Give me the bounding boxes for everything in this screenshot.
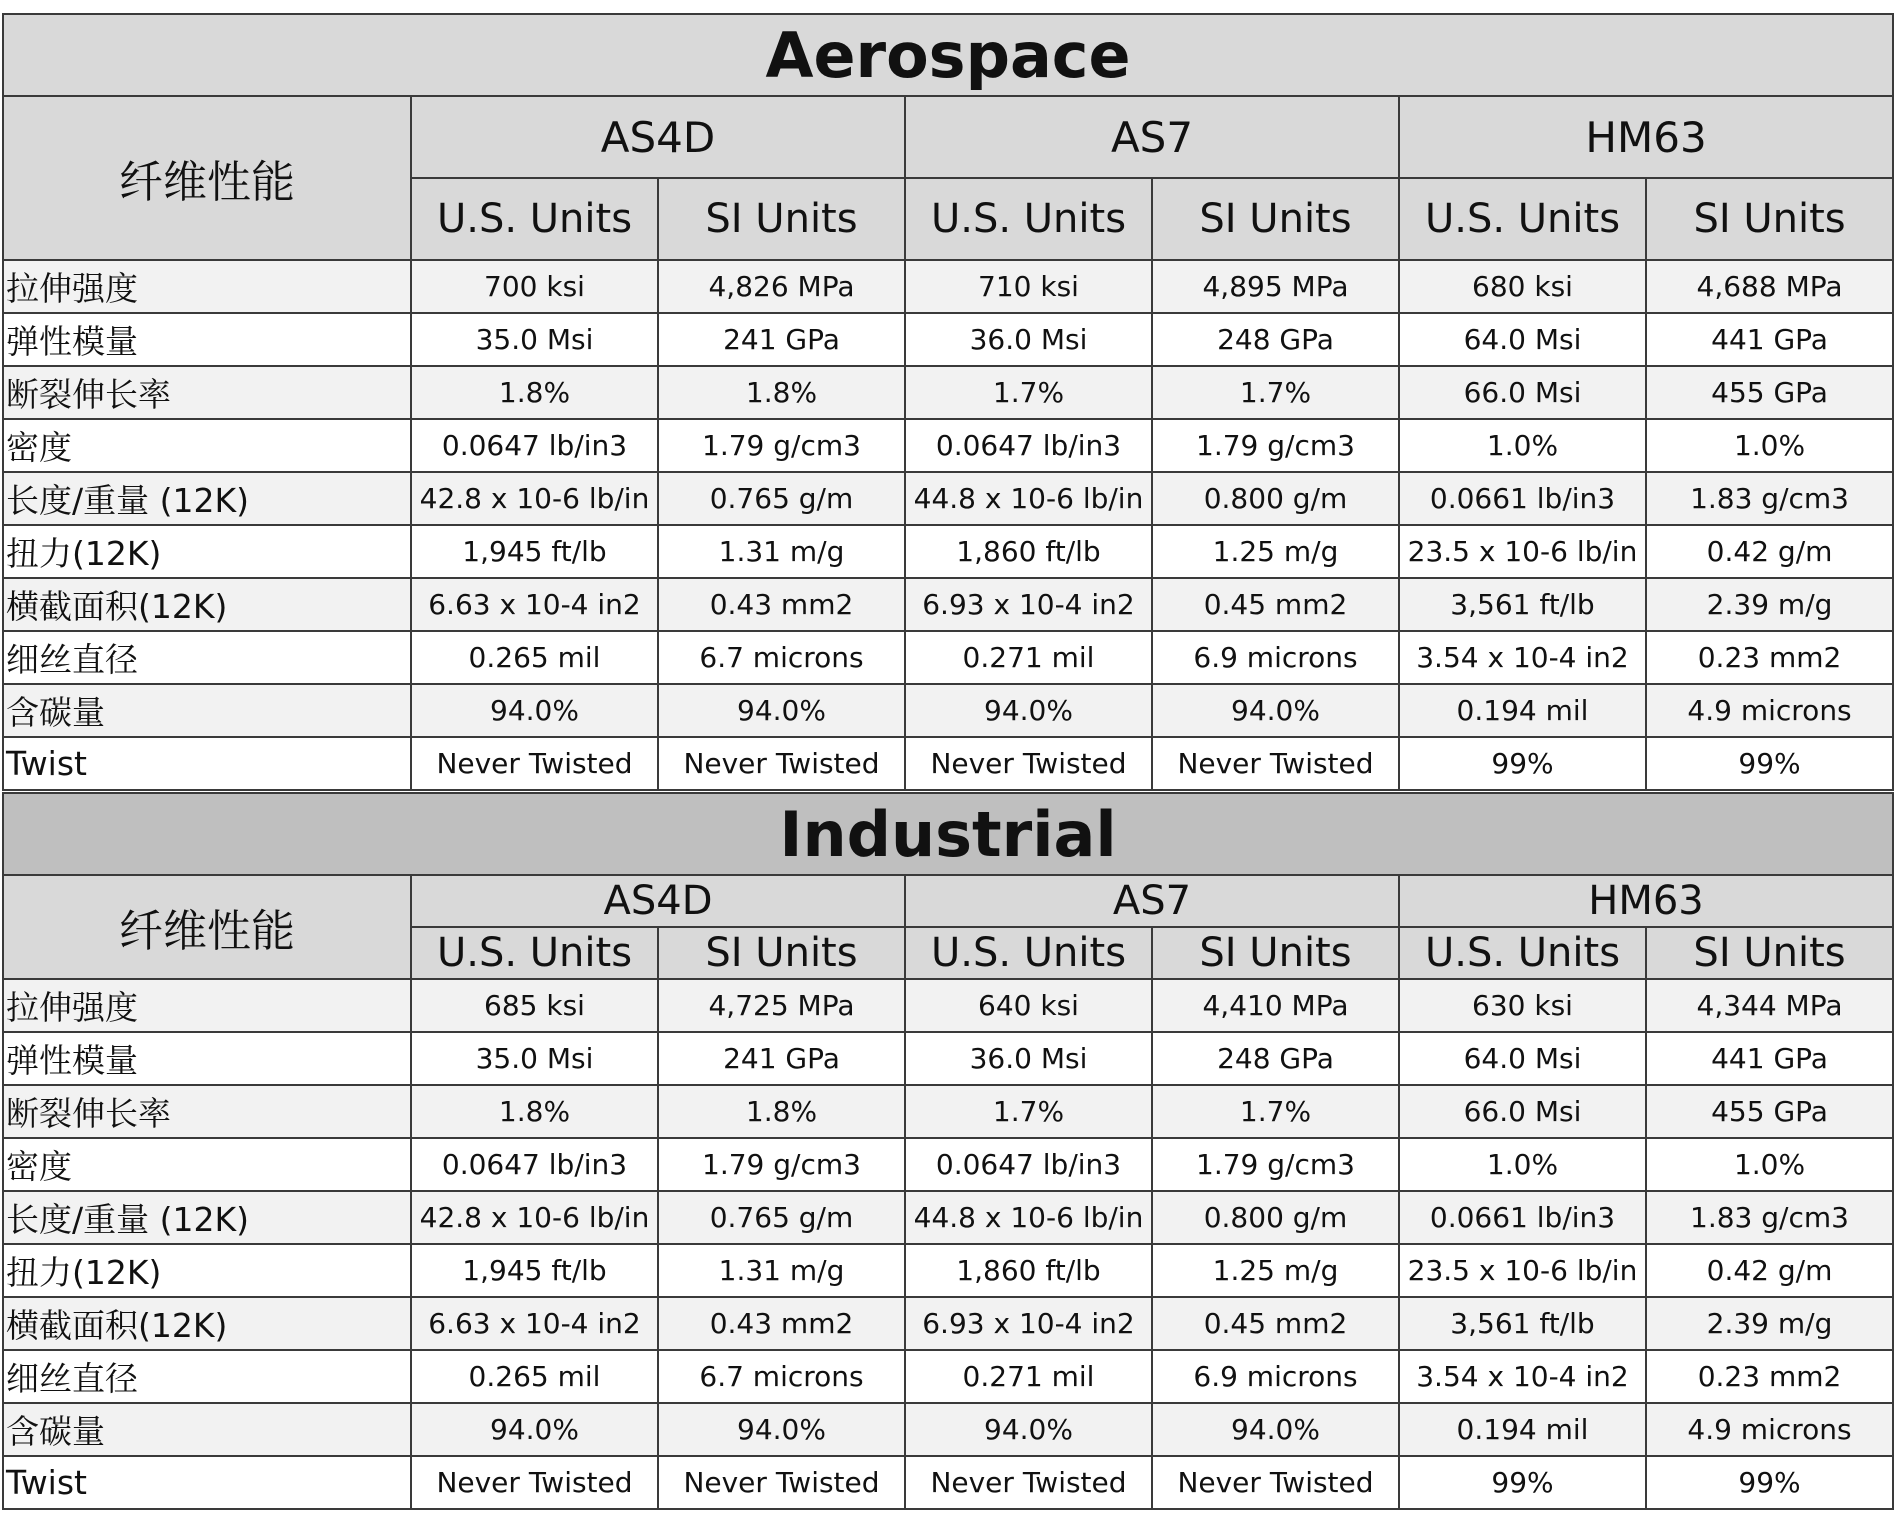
table-cell: 4,410 MPa bbox=[1152, 979, 1399, 1032]
table-cell: 1.25 m/g bbox=[1152, 1244, 1399, 1297]
table-cell: 44.8 x 10-6 lb/in bbox=[905, 472, 1152, 525]
table-cell: 94.0% bbox=[1152, 1403, 1399, 1456]
table-cell: 241 GPa bbox=[658, 313, 905, 366]
table-cell: 4,688 MPa bbox=[1646, 260, 1893, 313]
industrial-table bbox=[2, 792, 1892, 1510]
table-row bbox=[3, 1032, 1893, 1085]
fiber-header: AS7 bbox=[905, 96, 1399, 178]
table-cell: 0.265 mil bbox=[411, 1350, 658, 1403]
table-cell: 4.9 microns bbox=[1646, 684, 1893, 737]
table-cell: 35.0 Msi bbox=[411, 313, 658, 366]
table-cell: 441 GPa bbox=[1646, 313, 1893, 366]
table-cell: 1.8% bbox=[658, 1085, 905, 1138]
table-cell: 66.0 Msi bbox=[1399, 366, 1646, 419]
table-row bbox=[3, 260, 1893, 313]
table-cell: 685 ksi bbox=[411, 979, 658, 1032]
row-label: Twist bbox=[3, 737, 411, 790]
table-cell: 0.800 g/m bbox=[1152, 1191, 1399, 1244]
table-cell: 0.265 mil bbox=[411, 631, 658, 684]
unit-header: U.S. Units bbox=[1399, 178, 1646, 260]
table-cell: 1.8% bbox=[411, 1085, 658, 1138]
table-cell: Never Twisted bbox=[658, 737, 905, 790]
table-cell: Never Twisted bbox=[1152, 1456, 1399, 1509]
table-cell: 0.271 mil bbox=[905, 1350, 1152, 1403]
row-label: 横截面积(12K) bbox=[3, 578, 411, 631]
table-cell: 1.0% bbox=[1399, 1138, 1646, 1191]
row-label: 密度 bbox=[3, 1138, 411, 1191]
table-cell: 4,895 MPa bbox=[1152, 260, 1399, 313]
table-cell: 1.7% bbox=[1152, 1085, 1399, 1138]
table-cell: 1.79 g/cm3 bbox=[1152, 419, 1399, 472]
table-cell: 700 ksi bbox=[411, 260, 658, 313]
fiber-header: AS4D bbox=[411, 875, 905, 927]
table-row bbox=[3, 979, 1893, 1032]
table-cell: 1.79 g/cm3 bbox=[658, 419, 905, 472]
table-cell: 1.8% bbox=[658, 366, 905, 419]
table-cell: Never Twisted bbox=[658, 1456, 905, 1509]
table-cell: 64.0 Msi bbox=[1399, 1032, 1646, 1085]
table-cell: 99% bbox=[1646, 737, 1893, 790]
table-cell: 0.765 g/m bbox=[658, 1191, 905, 1244]
table-cell: 1.25 m/g bbox=[1152, 525, 1399, 578]
table-cell: 241 GPa bbox=[658, 1032, 905, 1085]
table-cell: 680 ksi bbox=[1399, 260, 1646, 313]
table-cell: 4,725 MPa bbox=[658, 979, 905, 1032]
table-cell: 710 ksi bbox=[905, 260, 1152, 313]
table-row bbox=[3, 1138, 1893, 1191]
fiber-header: AS4D bbox=[411, 96, 905, 178]
unit-header: U.S. Units bbox=[411, 178, 658, 260]
property-header: 纤维性能 bbox=[3, 96, 411, 260]
row-label: 含碳量 bbox=[3, 1403, 411, 1456]
fiber-header: HM63 bbox=[1399, 875, 1893, 927]
table-cell: 0.45 mm2 bbox=[1152, 578, 1399, 631]
table-cell: 1.83 g/cm3 bbox=[1646, 1191, 1893, 1244]
table-cell: 455 GPa bbox=[1646, 366, 1893, 419]
table-cell: 99% bbox=[1399, 737, 1646, 790]
table-cell: 0.45 mm2 bbox=[1152, 1297, 1399, 1350]
table-cell: 0.194 mil bbox=[1399, 1403, 1646, 1456]
table-cell: 0.43 mm2 bbox=[658, 1297, 905, 1350]
unit-header: U.S. Units bbox=[411, 927, 658, 979]
table-cell: 0.0647 lb/in3 bbox=[905, 419, 1152, 472]
table-cell: 42.8 x 10-6 lb/in bbox=[411, 1191, 658, 1244]
table-cell: 6.63 x 10-4 in2 bbox=[411, 578, 658, 631]
table-row bbox=[3, 737, 1893, 790]
table-cell: 94.0% bbox=[905, 1403, 1152, 1456]
table-cell: 0.0661 lb/in3 bbox=[1399, 1191, 1646, 1244]
table-cell: Never Twisted bbox=[1152, 737, 1399, 790]
table-cell: 35.0 Msi bbox=[411, 1032, 658, 1085]
table-cell: 1.0% bbox=[1399, 419, 1646, 472]
table-row bbox=[3, 1350, 1893, 1403]
table-cell: 1,860 ft/lb bbox=[905, 525, 1152, 578]
table-cell: 6.93 x 10-4 in2 bbox=[905, 578, 1152, 631]
table-cell: 4,344 MPa bbox=[1646, 979, 1893, 1032]
table-cell: 94.0% bbox=[905, 684, 1152, 737]
table-title: Aerospace bbox=[3, 14, 1893, 96]
row-label: 长度/重量 (12K) bbox=[3, 472, 411, 525]
table-cell: Never Twisted bbox=[411, 1456, 658, 1509]
row-label: 弹性模量 bbox=[3, 313, 411, 366]
table-cell: 64.0 Msi bbox=[1399, 313, 1646, 366]
table-cell: 0.800 g/m bbox=[1152, 472, 1399, 525]
table-cell: 66.0 Msi bbox=[1399, 1085, 1646, 1138]
table-cell: 6.9 microns bbox=[1152, 631, 1399, 684]
table-cell: 4,826 MPa bbox=[658, 260, 905, 313]
table-cell: 23.5 x 10-6 lb/in bbox=[1399, 525, 1646, 578]
table-cell: 1.79 g/cm3 bbox=[658, 1138, 905, 1191]
row-label: Twist bbox=[3, 1456, 411, 1509]
unit-header: SI Units bbox=[1152, 927, 1399, 979]
table-cell: 1,945 ft/lb bbox=[411, 1244, 658, 1297]
table-cell: 23.5 x 10-6 lb/in bbox=[1399, 1244, 1646, 1297]
fiber-header: HM63 bbox=[1399, 96, 1893, 178]
table-cell: Never Twisted bbox=[905, 737, 1152, 790]
table-cell: 3,561 ft/lb bbox=[1399, 578, 1646, 631]
unit-header: SI Units bbox=[1646, 927, 1893, 979]
aerospace-grid bbox=[2, 13, 1894, 791]
table-row bbox=[3, 366, 1893, 419]
table-cell: 0.42 g/m bbox=[1646, 525, 1893, 578]
table-row bbox=[3, 1085, 1893, 1138]
row-label: 扭力(12K) bbox=[3, 1244, 411, 1297]
row-label: 弹性模量 bbox=[3, 1032, 411, 1085]
aerospace-table bbox=[2, 13, 1892, 791]
table-cell: 0.0647 lb/in3 bbox=[411, 1138, 658, 1191]
row-label: 拉伸强度 bbox=[3, 260, 411, 313]
table-cell: Never Twisted bbox=[411, 737, 658, 790]
table-cell: 6.9 microns bbox=[1152, 1350, 1399, 1403]
table-cell: 2.39 m/g bbox=[1646, 578, 1893, 631]
table-title: Industrial bbox=[3, 793, 1893, 875]
row-label: 长度/重量 (12K) bbox=[3, 1191, 411, 1244]
table-cell: 1.31 m/g bbox=[658, 1244, 905, 1297]
table-cell: 0.42 g/m bbox=[1646, 1244, 1893, 1297]
fiber-header: AS7 bbox=[905, 875, 1399, 927]
table-cell: 0.0661 lb/in3 bbox=[1399, 472, 1646, 525]
table-cell: 6.7 microns bbox=[658, 1350, 905, 1403]
table-cell: 1,945 ft/lb bbox=[411, 525, 658, 578]
table-cell: 99% bbox=[1646, 1456, 1893, 1509]
row-label: 断裂伸长率 bbox=[3, 1085, 411, 1138]
unit-header: SI Units bbox=[1646, 178, 1893, 260]
table-cell: Never Twisted bbox=[905, 1456, 1152, 1509]
table-cell: 248 GPa bbox=[1152, 1032, 1399, 1085]
table-cell: 455 GPa bbox=[1646, 1085, 1893, 1138]
property-header: 纤维性能 bbox=[3, 875, 411, 979]
table-cell: 1.7% bbox=[905, 1085, 1152, 1138]
table-cell: 36.0 Msi bbox=[905, 1032, 1152, 1085]
table-cell: 1.0% bbox=[1646, 1138, 1893, 1191]
table-row bbox=[3, 1191, 1893, 1244]
table-cell: 1.8% bbox=[411, 366, 658, 419]
table-cell: 0.0647 lb/in3 bbox=[411, 419, 658, 472]
table-row bbox=[3, 525, 1893, 578]
table-cell: 0.43 mm2 bbox=[658, 578, 905, 631]
table-cell: 630 ksi bbox=[1399, 979, 1646, 1032]
table-cell: 99% bbox=[1399, 1456, 1646, 1509]
row-label: 拉伸强度 bbox=[3, 979, 411, 1032]
unit-header: U.S. Units bbox=[1399, 927, 1646, 979]
table-cell: 3,561 ft/lb bbox=[1399, 1297, 1646, 1350]
table-cell: 94.0% bbox=[658, 684, 905, 737]
table-row bbox=[3, 1456, 1893, 1509]
row-label: 细丝直径 bbox=[3, 1350, 411, 1403]
row-label: 密度 bbox=[3, 419, 411, 472]
table-cell: 94.0% bbox=[411, 1403, 658, 1456]
table-cell: 36.0 Msi bbox=[905, 313, 1152, 366]
table-cell: 4.9 microns bbox=[1646, 1403, 1893, 1456]
table-cell: 42.8 x 10-6 lb/in bbox=[411, 472, 658, 525]
table-row bbox=[3, 578, 1893, 631]
table-cell: 1.31 m/g bbox=[658, 525, 905, 578]
table-cell: 0.765 g/m bbox=[658, 472, 905, 525]
table-row bbox=[3, 684, 1893, 737]
unit-header: SI Units bbox=[1152, 178, 1399, 260]
table-row bbox=[3, 631, 1893, 684]
table-cell: 44.8 x 10-6 lb/in bbox=[905, 1191, 1152, 1244]
table-cell: 3.54 x 10-4 in2 bbox=[1399, 1350, 1646, 1403]
table-cell: 0.23 mm2 bbox=[1646, 631, 1893, 684]
row-label: 横截面积(12K) bbox=[3, 1297, 411, 1350]
table-cell: 2.39 m/g bbox=[1646, 1297, 1893, 1350]
table-cell: 1.79 g/cm3 bbox=[1152, 1138, 1399, 1191]
table-cell: 94.0% bbox=[1152, 684, 1399, 737]
table-cell: 6.93 x 10-4 in2 bbox=[905, 1297, 1152, 1350]
unit-header: U.S. Units bbox=[905, 927, 1152, 979]
row-label: 细丝直径 bbox=[3, 631, 411, 684]
table-cell: 248 GPa bbox=[1152, 313, 1399, 366]
table-cell: 0.194 mil bbox=[1399, 684, 1646, 737]
row-label: 扭力(12K) bbox=[3, 525, 411, 578]
row-label: 含碳量 bbox=[3, 684, 411, 737]
table-cell: 1.7% bbox=[905, 366, 1152, 419]
table-row bbox=[3, 1403, 1893, 1456]
table-row bbox=[3, 419, 1893, 472]
table-cell: 1.0% bbox=[1646, 419, 1893, 472]
table-row bbox=[3, 313, 1893, 366]
industrial-grid bbox=[2, 792, 1894, 1510]
table-cell: 6.63 x 10-4 in2 bbox=[411, 1297, 658, 1350]
unit-header: U.S. Units bbox=[905, 178, 1152, 260]
table-cell: 3.54 x 10-4 in2 bbox=[1399, 631, 1646, 684]
unit-header: SI Units bbox=[658, 927, 905, 979]
table-row bbox=[3, 472, 1893, 525]
table-cell: 640 ksi bbox=[905, 979, 1152, 1032]
table-cell: 0.23 mm2 bbox=[1646, 1350, 1893, 1403]
table-cell: 1,860 ft/lb bbox=[905, 1244, 1152, 1297]
table-cell: 0.271 mil bbox=[905, 631, 1152, 684]
table-row bbox=[3, 1297, 1893, 1350]
table-cell: 0.0647 lb/in3 bbox=[905, 1138, 1152, 1191]
table-cell: 94.0% bbox=[411, 684, 658, 737]
table-cell: 1.83 g/cm3 bbox=[1646, 472, 1893, 525]
table-cell: 1.7% bbox=[1152, 366, 1399, 419]
table-cell: 94.0% bbox=[658, 1403, 905, 1456]
row-label: 断裂伸长率 bbox=[3, 366, 411, 419]
table-row bbox=[3, 1244, 1893, 1297]
table-cell: 6.7 microns bbox=[658, 631, 905, 684]
table-cell: 441 GPa bbox=[1646, 1032, 1893, 1085]
unit-header: SI Units bbox=[658, 178, 905, 260]
